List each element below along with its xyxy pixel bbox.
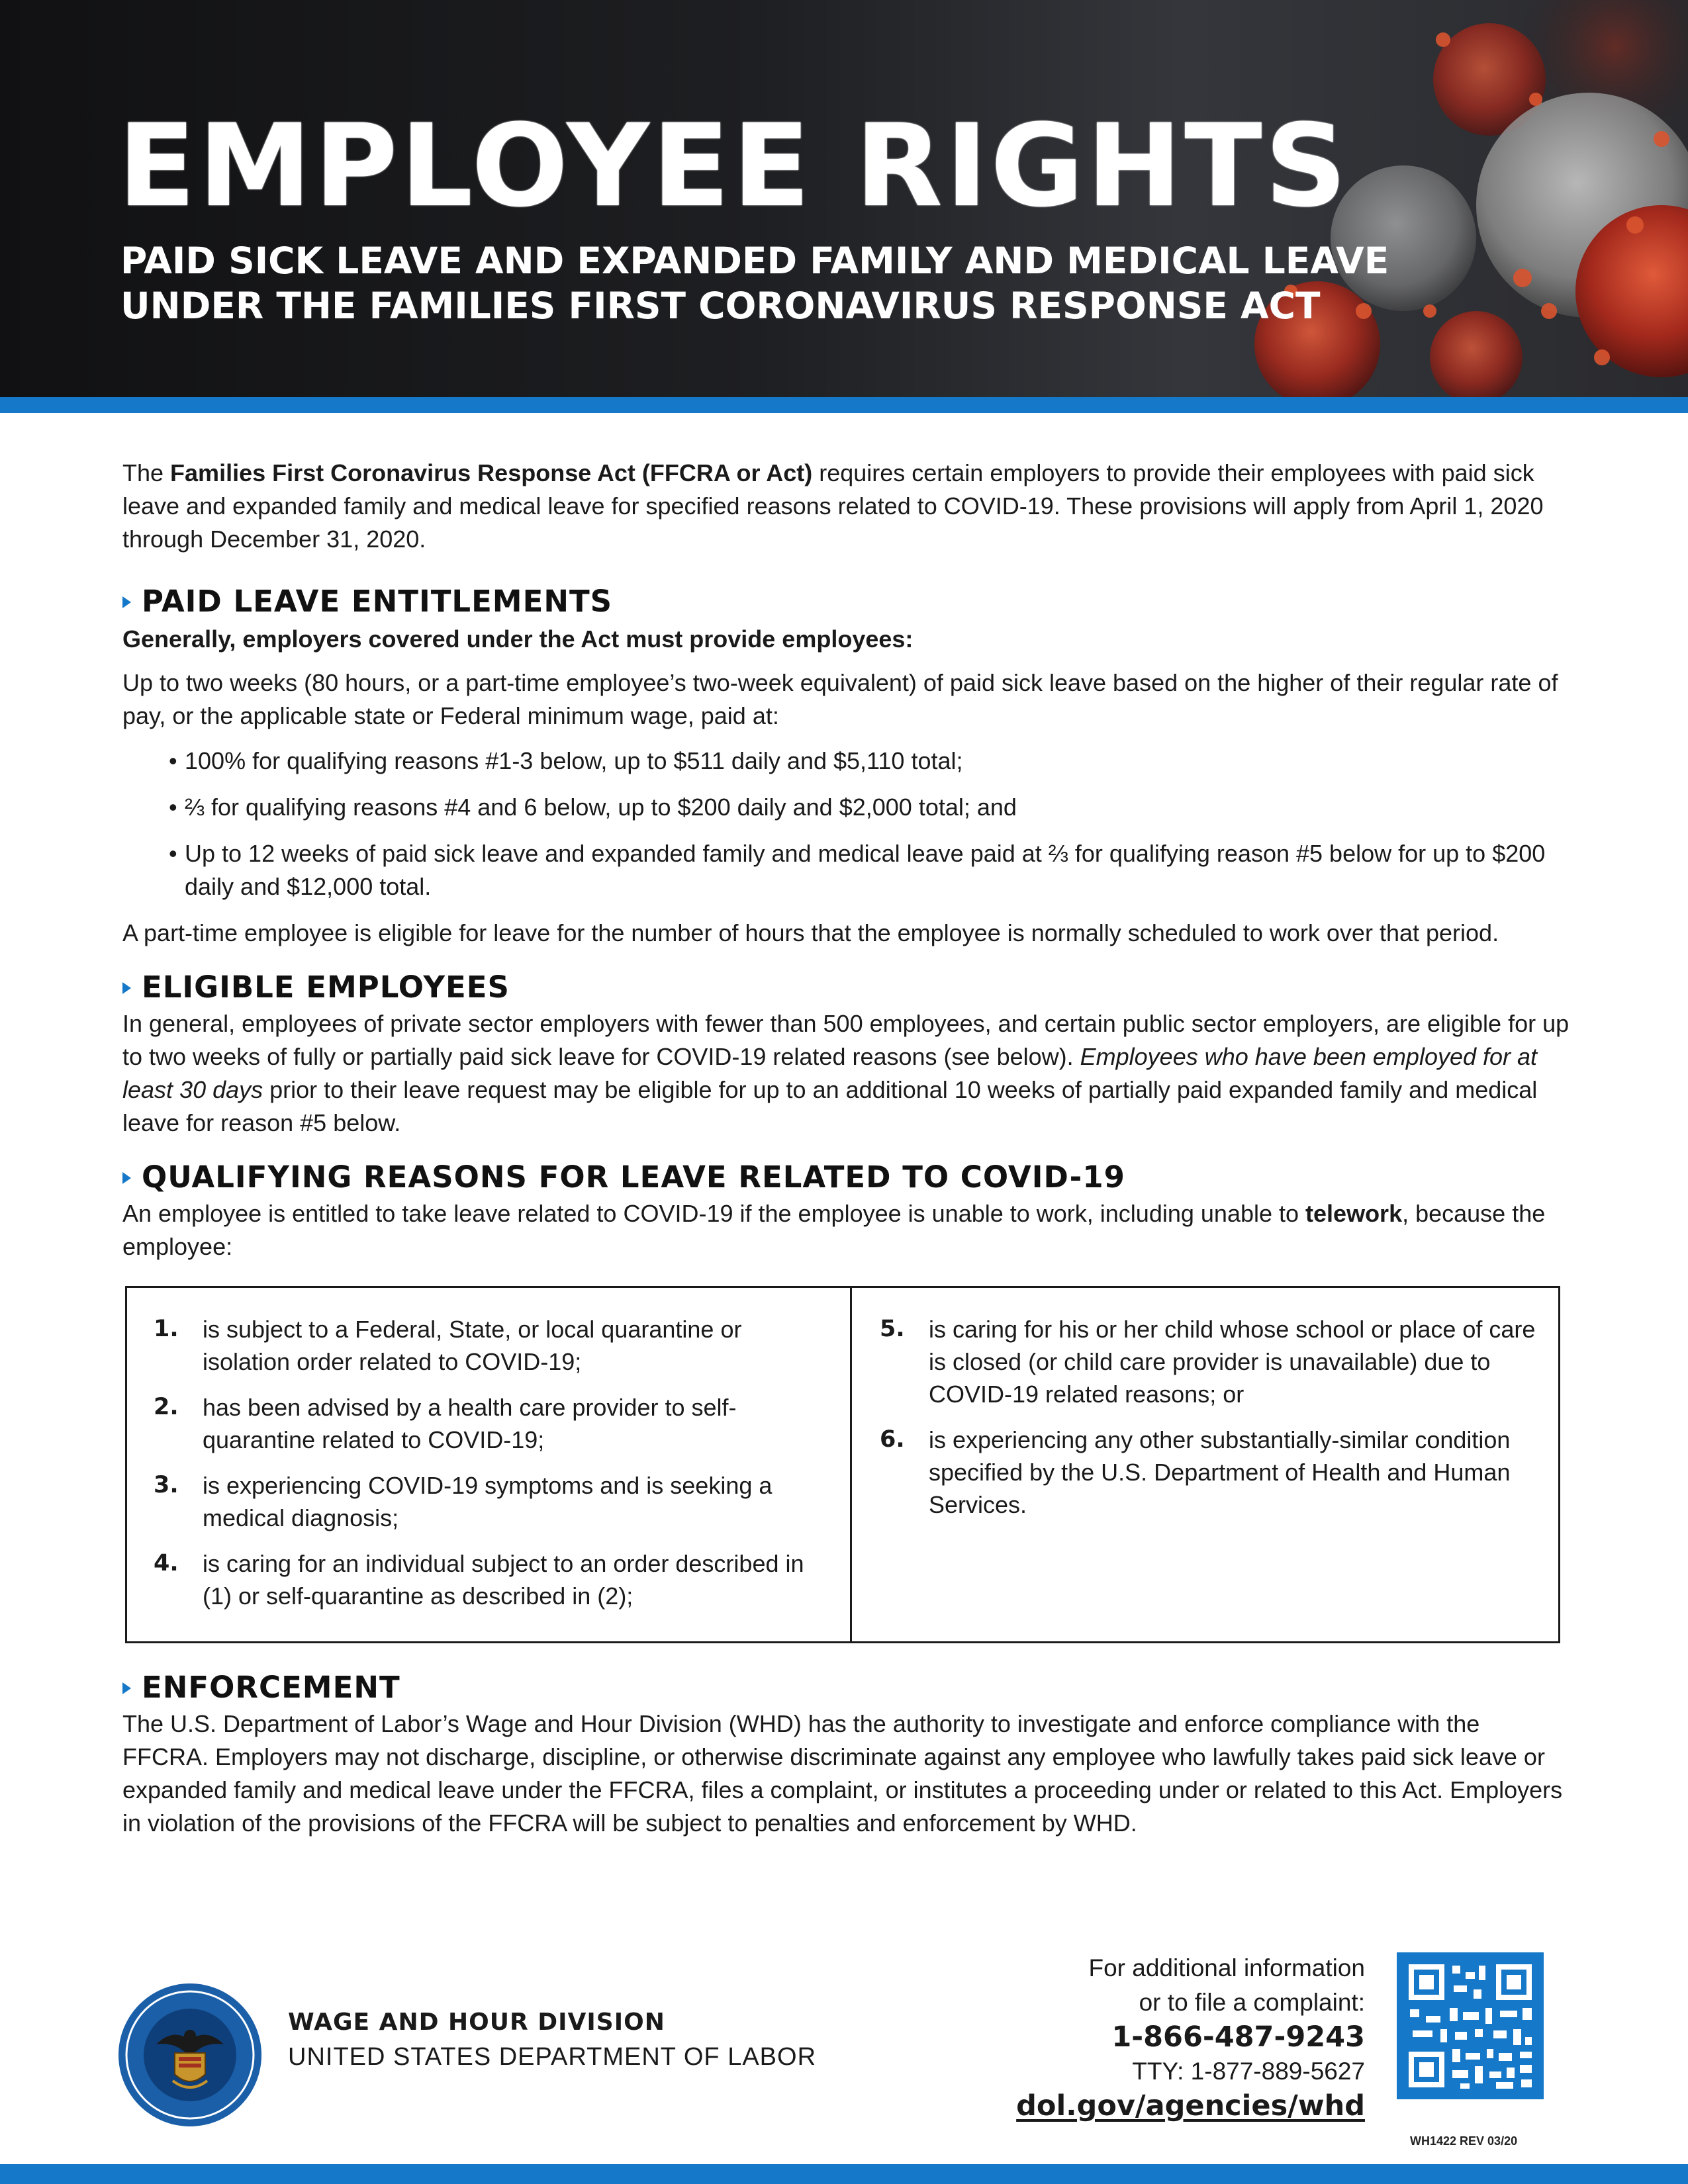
qualifying-reasons-box: [125, 1286, 1560, 1643]
form-number: WH1422 REV 03/20: [1410, 2134, 1518, 2148]
section-arrow-icon: [122, 982, 131, 994]
reasons-column-right: [852, 1288, 1558, 1641]
enforcement-heading: [122, 1670, 1572, 1705]
page-title: EMPLOYEE RIGHTS: [118, 99, 1350, 232]
tty-number: TTY: 1-877-889-5627: [1132, 2058, 1365, 2085]
reason-item: [880, 1424, 1538, 1521]
eligible-emphasis: Employees who have been employed for at least 30 days: [122, 1043, 1538, 1103]
contact-block: [1016, 1951, 1365, 2123]
reason-item: [154, 1391, 830, 1456]
qr-code-icon[interactable]: [1397, 1952, 1544, 2099]
paid-leave-heading-text: PAID LEAVE ENTITLEMENTS: [142, 584, 613, 619]
section-arrow-icon: [122, 1172, 131, 1184]
intro-paragraph: [122, 457, 1572, 556]
reason-number: 4.: [154, 1550, 179, 1576]
agency-block: [288, 2005, 816, 2074]
section-arrow-icon: [122, 1682, 131, 1694]
eligible-text-2: prior to their leave request may be eligible for up to an additional 10 weeks of partially paid expanded family and medical leave for reason #5 below.: [122, 1076, 1538, 1136]
contact-line-2: or to file a complaint:: [1139, 1989, 1365, 2016]
qualifying-text-1: An employee is entitled to take leave related to COVID-19 if the employee is unable to work, including unable to: [122, 1200, 1306, 1227]
paid-leave-lead: Generally, employers covered under the Act must provide employees:: [122, 625, 914, 653]
reason-number: 3.: [154, 1472, 179, 1498]
reason-item: [154, 1469, 830, 1534]
list-item: • 100% for qualifying reasons #1-3 below, up to $511 daily and $5,110 total;: [169, 745, 1572, 778]
reason-number: 6.: [880, 1426, 905, 1453]
paid-leave-text: Up to two weeks (80 hours, or a part-time employee’s two-week equivalent) of paid sick leave based on the higher of their regular rate of pay, or the applicable state or Federal minimum wage, paid at:: [122, 669, 1558, 729]
reason-item: [154, 1547, 830, 1612]
reason-number: 5.: [880, 1316, 905, 1342]
reason-text: is experiencing COVID-19 symptoms and is seeking a medical diagnosis;: [203, 1472, 773, 1531]
subtitle-line-2: UNDER THE FAMILIES FIRST CORONAVIRUS RESPONSE ACT: [120, 285, 1321, 327]
reasons-column-left: [127, 1288, 852, 1641]
reason-text: is caring for his or her child whose school or place of care is closed (or child care provider is unavailable) due to COVID-19 related reasons; or: [929, 1316, 1536, 1408]
reason-text: is subject to a Federal, State, or local quarantine or isolation order related to COVID-19;: [203, 1316, 742, 1375]
phone-number[interactable]: 1-866-487-9243: [1111, 2021, 1365, 2054]
enforcement-heading-text: ENFORCEMENT: [142, 1670, 400, 1705]
eligible-paragraph: [122, 1007, 1572, 1140]
intro-rest: requires certain employers to provide their employees with paid sick leave and expanded family and medical leave for specified reasons related to COVID-19. These provisions will apply from April 1, 2020 through December 31, 2020.: [122, 459, 1544, 553]
reason-number: 2.: [154, 1394, 179, 1420]
reason-item: [880, 1313, 1538, 1410]
website-link[interactable]: dol.gov/agencies/whd: [1016, 2089, 1365, 2122]
reason-text: is caring for an individual subject to an order described in (1) or self-quarantine as described in (2);: [203, 1550, 804, 1610]
poster-content: [122, 457, 1572, 1840]
eligible-heading-text: ELIGIBLE EMPLOYEES: [142, 970, 510, 1005]
agency-department: UNITED STATES DEPARTMENT OF LABOR: [288, 2043, 817, 2071]
agency-division: WAGE AND HOUR DIVISION: [288, 2009, 665, 2036]
dol-seal-icon: [117, 1981, 263, 2128]
eligible-heading: [122, 970, 1572, 1005]
intro-lead: The: [122, 459, 171, 486]
header-divider: [0, 397, 1688, 413]
page-subtitle: [120, 238, 1511, 328]
list-item: • ⅔ for qualifying reasons #4 and 6 below, up to $200 daily and $2,000 total; and: [169, 791, 1572, 824]
qualifying-heading-text: QUALIFYING REASONS FOR LEAVE RELATED TO COVID-19: [142, 1160, 1125, 1195]
footer-divider: [0, 2164, 1688, 2184]
qualifying-text-2: , because the employee:: [122, 1200, 1546, 1260]
section-arrow-icon: [122, 596, 131, 608]
qualifying-paragraph: [122, 1197, 1572, 1263]
reason-text: has been advised by a health care provider to self-quarantine related to COVID-19;: [203, 1394, 737, 1453]
reason-text: is experiencing any other substantially-similar condition specified by the U.S. Department of Health and Human Services.: [929, 1426, 1511, 1518]
list-item: • Up to 12 weeks of paid sick leave and expanded family and medical leave paid at ⅔ for qualifying reason #5 below for up to $200 daily and $12,000 total.: [169, 837, 1572, 903]
eligible-text-1: In general, employees of private sector employers with fewer than 500 employees, and certain public sector employers, are eligible for up to two weeks of fully or partially paid sick leave for COVID-19 related reasons (see below).: [122, 1010, 1570, 1070]
telework-emphasis: telework: [1305, 1200, 1403, 1227]
reason-number: 1.: [154, 1316, 179, 1342]
act-name: Families First Coronavirus Response Act (FFCRA or Act): [170, 459, 813, 486]
header-banner: [0, 0, 1688, 397]
paid-leave-heading: [122, 584, 1572, 619]
subtitle-line-1: PAID SICK LEAVE AND EXPANDED FAMILY AND MEDICAL LEAVE: [120, 240, 1389, 282]
contact-line-1: For additional information: [1088, 1954, 1365, 1981]
qualifying-heading: [122, 1160, 1572, 1195]
paid-leave-bullets: [169, 745, 1572, 903]
enforcement-paragraph: The U.S. Department of Labor’s Wage and Hour Division (WHD) has the authority to investigate and enforce compliance with the FFCRA. Employers may not discharge, discipline, or otherwise discriminate against any employee who lawfully takes paid sick leave or expanded family and medical leave under the FFCRA, files a complaint, or institutes a proceeding under or related to this Act. Employers in violation of the provisions of the FFCRA will be subject to penalties and enforcement by WHD.: [122, 1710, 1563, 1837]
part-time-note: A part-time employee is eligible for leave for the number of hours that the employee is normally scheduled to work over that period.: [122, 919, 1499, 946]
reason-item: [154, 1313, 830, 1378]
